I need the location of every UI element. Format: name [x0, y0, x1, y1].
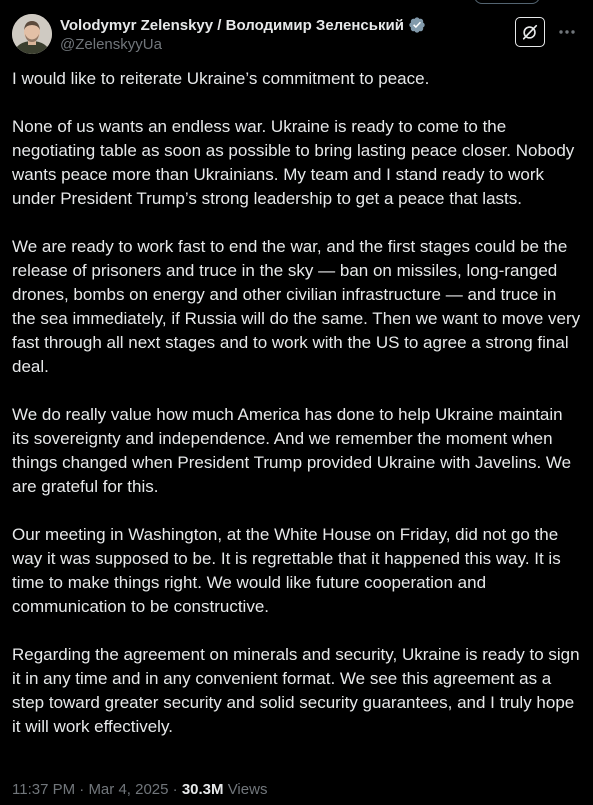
- display-name-row: [60, 15, 426, 35]
- tweet-header: [12, 10, 581, 56]
- display-name[interactable]: Volodymyr Zelenskyy / Володимир Зеленський: [60, 16, 404, 34]
- avatar-image: [12, 14, 52, 54]
- more-options-icon: [558, 29, 576, 35]
- tweet-paragraph-3: We are ready to work fast to end the war, and the first stages could be the release of prisoners and truce in the sky — ban on missiles, long-ranged drones, bombs on energy and other civilian infrastructure — and truce in the sea immediately, if Russia will do the same. Then we want to move very fast through all next stages and to work with the US to agree a strong final deal.: [12, 237, 581, 376]
- tweet-time[interactable]: 11:37 PM: [12, 781, 76, 798]
- tweet-paragraph-4: We do really value how much America has done to help Ukraine maintain its sovereignty and independence. And we remember the moment when things changed when President Trump provided Ukraine with Javelins. We are grateful for this.: [12, 405, 572, 496]
- author-info: [60, 15, 426, 53]
- tweet-date[interactable]: Mar 4, 2025: [88, 781, 169, 798]
- tweet-paragraph-2: None of us wants an endless war. Ukraine is ready to come to the negotiating table as soon as possible to bring lasting peace closer. Nobody wants peace more than Ukrainians. My team and I stand ready to work under President Trump’s strong leadership to get a peace that lasts.: [12, 117, 575, 208]
- avatar[interactable]: [12, 14, 52, 54]
- tweet-paragraph-1: I would like to reiterate Ukraine’s commitment to peace.: [12, 69, 430, 88]
- grok-icon: [521, 23, 539, 41]
- tweet-paragraph-6: Regarding the agreement on minerals and security, Ukraine is ready to sign it in any time and in any convenient format. We see this agreement as a step toward greater security and solid security guarantees, and I truly hope it will work effectively.: [12, 645, 580, 736]
- views-count: 30.3M: [181, 781, 224, 798]
- more-options-button[interactable]: [555, 20, 579, 44]
- verified-badge-icon[interactable]: [408, 16, 426, 34]
- tweet-paragraph-5: Our meeting in Washington, at the White House on Friday, did not go the way it was supposed to be. It is regrettable that it happened this way. It is time to make things right. We would like future cooperation and communication to be constructive.: [12, 525, 561, 616]
- meta-separator-1: ·: [75, 781, 89, 798]
- tweet-meta: [12, 781, 267, 798]
- tweet-text: [12, 67, 584, 763]
- meta-separator-2: ·: [168, 781, 182, 798]
- top-partial-button[interactable]: [474, 0, 540, 4]
- user-handle[interactable]: @ZelenskyyUa: [60, 36, 162, 53]
- grok-button[interactable]: [515, 17, 545, 47]
- views-label: Views: [223, 781, 268, 798]
